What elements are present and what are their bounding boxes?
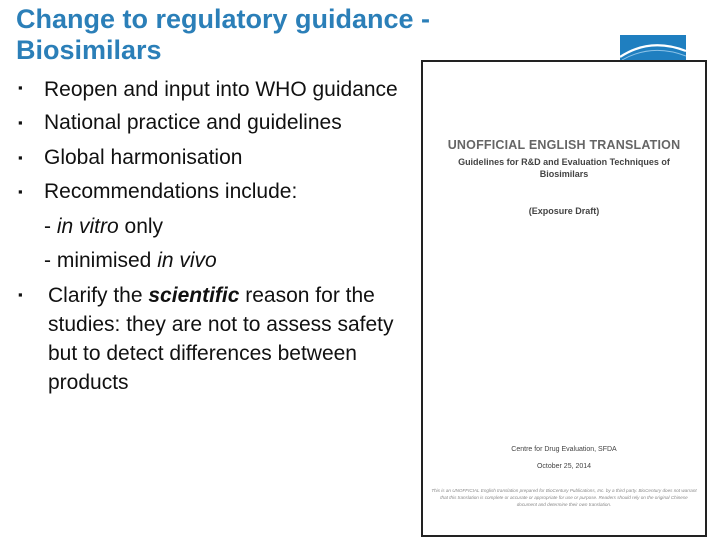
bullet-text: Recommendations include:	[44, 180, 298, 203]
title-line-2: Biosimilars	[16, 35, 162, 65]
bullet-text-prefix: Clarify the	[48, 283, 149, 307]
sub-item	[18, 244, 408, 279]
bullet-marker-icon: ▪	[18, 286, 23, 302]
bullet-text: Reopen and input into WHO guidance	[44, 78, 398, 101]
slide-title	[16, 4, 576, 66]
bullet-item	[18, 106, 408, 141]
document-title: Guidelines for R&D and Evaluation Techniques of Biosimilars	[458, 157, 670, 179]
sub-item-suffix: only	[118, 214, 164, 238]
sub-item	[18, 210, 408, 245]
bullet-text-rest: reason for the studies: they are not to assess safety but to detect differences between products	[48, 283, 400, 394]
bullet-emphasis: scientific	[148, 283, 240, 307]
document-cover-image	[421, 60, 707, 537]
bullet-text: Global harmonisation	[44, 145, 243, 169]
sub-item-italic: in vitro	[56, 214, 119, 238]
document-issuer: Centre for Drug Evaluation, SFDA	[511, 446, 617, 453]
bullet-item	[18, 141, 408, 176]
bullet-marker-icon: ▪	[18, 149, 23, 165]
bullet-text: National practice and guidelines	[44, 111, 342, 134]
bullet-marker-icon: ▪	[18, 115, 23, 130]
bullet-item	[18, 279, 408, 397]
bullet-marker-icon: ▪	[18, 80, 23, 95]
bullet-marker-icon: ▪	[18, 184, 23, 199]
document-header: UNOFFICIAL ENGLISH TRANSLATION	[447, 138, 681, 152]
document-subtitle: (Exposure Draft)	[528, 206, 600, 216]
bullet-item	[18, 175, 408, 210]
sub-item-italic: in vivo	[157, 249, 217, 272]
document-date: October 25, 2014	[536, 463, 592, 470]
sub-item-prefix: -	[44, 214, 57, 238]
sub-item-prefix: - minimised	[44, 249, 158, 272]
title-line-1: Change to regulatory guidance -	[16, 4, 431, 34]
bullet-item	[18, 72, 408, 106]
bullet-list	[18, 72, 408, 397]
document-disclaimer: This is an UNOFFICIAL English translation prepared for BioCentury Publications, Inc. by a third party. BioCentury does not warrant that this translation is complete or accurate or appropriate for use or purpose. Readers should rely on the original Chinese document and determine their own translation.	[431, 488, 697, 507]
